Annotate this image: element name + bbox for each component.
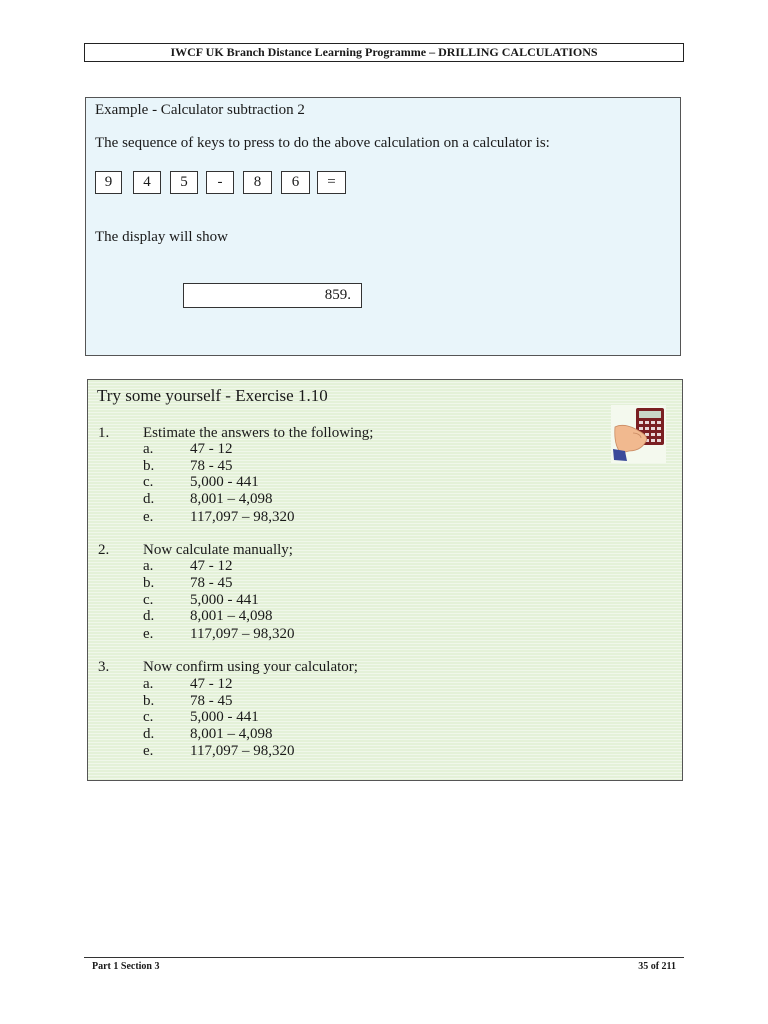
option-text: 117,097 – 98,320: [190, 626, 295, 642]
option-letter: a.: [143, 676, 154, 692]
question-number: 3.: [98, 659, 110, 675]
question-text: Now calculate manually;: [143, 542, 293, 558]
option-text: 47 - 12: [190, 441, 233, 457]
option-text: 47 - 12: [190, 676, 233, 692]
calculator-in-hand-icon: [611, 405, 666, 463]
calculator-key: 4: [133, 171, 161, 194]
footer-section: Part 1 Section 3: [92, 961, 160, 972]
calculator-display: 859.: [183, 283, 362, 308]
footer-divider: [84, 957, 684, 958]
footer-page-number: 35 of 211: [638, 961, 676, 972]
option-letter: a.: [143, 558, 154, 574]
example-intro: The sequence of keys to press to do the above calculation on a calculator is:: [95, 135, 550, 151]
option-text: 78 - 45: [190, 575, 233, 591]
calculator-key: 9: [95, 171, 122, 194]
calculator-key: -: [206, 171, 234, 194]
option-text: 8,001 – 4,098: [190, 491, 273, 507]
option-text: 8,001 – 4,098: [190, 726, 273, 742]
option-letter: e.: [143, 743, 154, 759]
exercise-title: Try some yourself - Exercise 1.10: [97, 386, 328, 405]
option-text: 47 - 12: [190, 558, 233, 574]
question-text: Now confirm using your calculator;: [143, 659, 358, 675]
option-text: 78 - 45: [190, 458, 233, 474]
option-letter: d.: [143, 726, 155, 742]
option-letter: e.: [143, 509, 154, 525]
calculator-key: =: [317, 171, 346, 194]
option-letter: a.: [143, 441, 154, 457]
question-text: Estimate the answers to the following;: [143, 425, 374, 441]
option-text: 5,000 - 441: [190, 709, 259, 725]
option-letter: c.: [143, 709, 154, 725]
option-text: 78 - 45: [190, 693, 233, 709]
option-text: 5,000 - 441: [190, 474, 259, 490]
example-title: Example - Calculator subtraction 2: [95, 102, 305, 118]
option-letter: d.: [143, 491, 155, 507]
option-letter: b.: [143, 693, 155, 709]
option-letter: d.: [143, 608, 155, 624]
display-label: The display will show: [95, 229, 228, 245]
option-letter: c.: [143, 592, 154, 608]
question-number: 2.: [98, 542, 110, 558]
option-text: 117,097 – 98,320: [190, 743, 295, 759]
option-text: 5,000 - 441: [190, 592, 259, 608]
option-letter: e.: [143, 626, 154, 642]
document-header: IWCF UK Branch Distance Learning Programme – DRILLING CALCULATIONS: [84, 43, 684, 62]
calculator-key: 5: [170, 171, 198, 194]
option-text: 8,001 – 4,098: [190, 608, 273, 624]
calculator-key: 6: [281, 171, 310, 194]
option-letter: b.: [143, 575, 155, 591]
question-number: 1.: [98, 425, 110, 441]
example-box: [85, 97, 681, 356]
option-letter: b.: [143, 458, 155, 474]
exercise-box: [87, 379, 683, 781]
calculator-key: 8: [243, 171, 272, 194]
option-text: 117,097 – 98,320: [190, 509, 295, 525]
option-letter: c.: [143, 474, 154, 490]
